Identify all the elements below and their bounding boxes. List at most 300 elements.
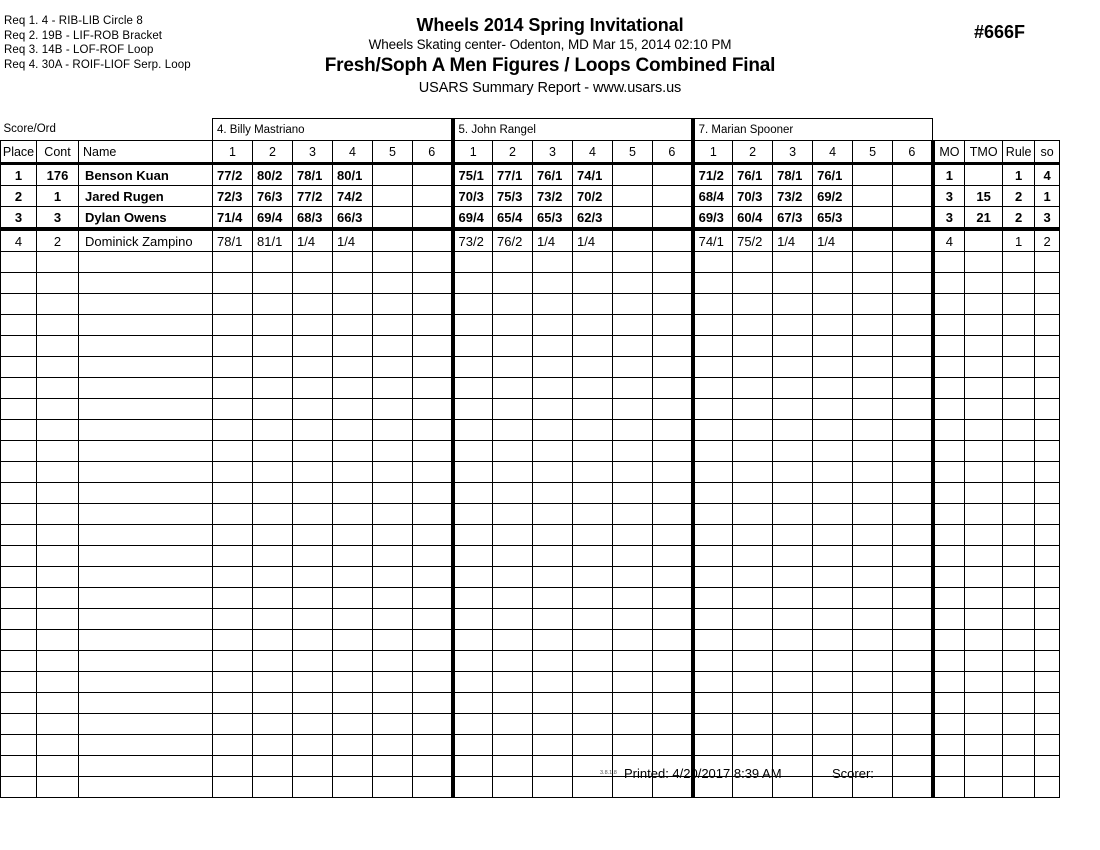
cell-judge2-req1	[453, 609, 493, 630]
cell-judge2-req6	[653, 672, 693, 693]
category-title: Fresh/Soph A Men Figures / Loops Combined Final	[324, 55, 776, 76]
cell-tmo	[965, 693, 1003, 714]
table-row-empty[interactable]	[1, 483, 1060, 504]
cell-judge2-req6	[653, 164, 693, 186]
cell-judge2-req3	[533, 378, 573, 399]
cell-judge3-req5	[853, 651, 893, 672]
cell-judge2-req2	[493, 336, 533, 357]
cell-judge1-req4	[333, 630, 373, 651]
cell-judge1-req6	[413, 735, 453, 756]
cell-rule	[1003, 567, 1035, 588]
cell-judge2-req1	[453, 399, 493, 420]
table-row-empty[interactable]	[1, 525, 1060, 546]
table-row-empty[interactable]	[1, 441, 1060, 462]
table-row-empty[interactable]	[1, 273, 1060, 294]
cell-cont	[37, 357, 79, 378]
printed-timestamp: Printed: 4/20/2017 8:39 AM	[624, 766, 782, 781]
cell-judge3-req4	[813, 294, 853, 315]
cell-place	[1, 357, 37, 378]
cell-judge1-req1: 78/1	[213, 229, 253, 252]
cell-judge1-req4	[333, 588, 373, 609]
cell-judge3-req5	[853, 336, 893, 357]
cell-judge1-req6	[413, 651, 453, 672]
cell-judge1-req1	[213, 420, 253, 441]
cell-place	[1, 525, 37, 546]
table-row-empty[interactable]	[1, 504, 1060, 525]
cell-judge3-req5	[853, 609, 893, 630]
cell-judge2-req2	[493, 399, 533, 420]
cell-judge1-req6	[413, 609, 453, 630]
table-row-empty[interactable]	[1, 462, 1060, 483]
cell-judge1-req1	[213, 399, 253, 420]
col-header-judge3-req2: 2	[733, 141, 773, 164]
cell-judge3-req5	[853, 672, 893, 693]
cell-judge1-req6	[413, 420, 453, 441]
cell-judge3-req2: 60/4	[733, 207, 773, 230]
cell-judge1-req6	[413, 357, 453, 378]
cell-judge3-req6	[893, 294, 933, 315]
cell-judge3-req1	[693, 441, 733, 462]
cell-judge2-req4	[573, 588, 613, 609]
cell-so	[1035, 462, 1060, 483]
col-header-place: Place	[1, 141, 37, 164]
table-row-empty[interactable]	[1, 336, 1060, 357]
cell-judge2-req4	[573, 630, 613, 651]
cell-rule	[1003, 651, 1035, 672]
cell-judge2-req4	[573, 567, 613, 588]
cell-tmo	[965, 252, 1003, 273]
cell-place	[1, 315, 37, 336]
cell-judge3-req4	[813, 714, 853, 735]
table-row-empty[interactable]	[1, 567, 1060, 588]
cell-judge2-req5	[613, 735, 653, 756]
cell-place	[1, 294, 37, 315]
cell-tmo	[965, 714, 1003, 735]
cell-judge2-req4	[573, 609, 613, 630]
requirement-line: Req 2. 19B - LIF-ROB Bracket	[4, 29, 163, 42]
cell-rule	[1003, 735, 1035, 756]
cell-rule	[1003, 546, 1035, 567]
cell-mo	[933, 651, 965, 672]
cell-tmo	[965, 483, 1003, 504]
cell-judge3-req5	[853, 504, 893, 525]
cell-judge1-req5	[373, 483, 413, 504]
cell-judge2-req3	[533, 294, 573, 315]
cell-place	[1, 462, 37, 483]
cell-judge2-req1	[453, 504, 493, 525]
cell-judge2-req5	[613, 399, 653, 420]
cell-judge3-req3	[773, 630, 813, 651]
cell-judge1-req6	[413, 252, 453, 273]
cell-judge3-req2	[733, 714, 773, 735]
cell-judge1-req1	[213, 714, 253, 735]
cell-cont	[37, 399, 79, 420]
cell-place	[1, 420, 37, 441]
table-row-empty[interactable]	[1, 357, 1060, 378]
col-header-so: so	[1035, 141, 1060, 164]
cell-judge3-req5	[853, 567, 893, 588]
cell-judge1-req3	[293, 546, 333, 567]
cell-mo	[933, 525, 965, 546]
cell-judge3-req1	[693, 714, 733, 735]
cell-judge2-req4	[573, 252, 613, 273]
cell-judge1-req3: 1/4	[293, 229, 333, 252]
cell-judge3-req1	[693, 252, 733, 273]
cell-place: 2	[1, 186, 37, 207]
cell-skater-name	[79, 735, 213, 756]
cell-place: 1	[1, 164, 37, 186]
cell-judge1-req2	[253, 315, 293, 336]
cell-skater-name: Benson Kuan	[79, 164, 213, 186]
table-row-empty[interactable]	[1, 693, 1060, 714]
cell-judge1-req3: 78/1	[293, 164, 333, 186]
cell-judge2-req2	[493, 483, 533, 504]
cell-mo	[933, 546, 965, 567]
table-row-empty[interactable]	[1, 714, 1060, 735]
cell-tmo	[965, 357, 1003, 378]
cell-judge3-req5	[853, 735, 893, 756]
cell-judge3-req6	[893, 567, 933, 588]
cell-judge3-req6	[893, 651, 933, 672]
table-row-empty[interactable]	[1, 588, 1060, 609]
cell-judge1-req5	[373, 504, 413, 525]
cell-judge2-req2	[493, 525, 533, 546]
cell-judge2-req3	[533, 273, 573, 294]
cell-judge2-req6	[653, 546, 693, 567]
cell-judge1-req2	[253, 525, 293, 546]
cell-judge2-req6	[653, 567, 693, 588]
cell-judge2-req2	[493, 609, 533, 630]
table-row-empty[interactable]	[1, 420, 1060, 441]
cell-judge2-req6	[653, 315, 693, 336]
cell-judge3-req3	[773, 567, 813, 588]
cell-judge2-req6	[653, 735, 693, 756]
cell-judge2-req4	[573, 483, 613, 504]
cell-place	[1, 273, 37, 294]
cell-judge1-req6	[413, 714, 453, 735]
cell-judge2-req1	[453, 357, 493, 378]
cell-judge2-req6	[653, 186, 693, 207]
cell-judge2-req3	[533, 420, 573, 441]
cell-skater-name	[79, 462, 213, 483]
cell-cont	[37, 567, 79, 588]
table-row-empty[interactable]	[1, 630, 1060, 651]
cell-tmo	[965, 672, 1003, 693]
cell-judge2-req1	[453, 483, 493, 504]
cell-judge1-req6	[413, 525, 453, 546]
cell-rule	[1003, 483, 1035, 504]
cell-judge3-req5	[853, 693, 893, 714]
table-row-empty[interactable]	[1, 378, 1060, 399]
table-row-empty[interactable]	[1, 294, 1060, 315]
cell-so	[1035, 399, 1060, 420]
cell-judge2-req4	[573, 441, 613, 462]
cell-judge3-req5	[853, 420, 893, 441]
cell-judge3-req1	[693, 525, 733, 546]
cell-so	[1035, 714, 1060, 735]
cell-judge2-req2	[493, 588, 533, 609]
cell-judge2-req3	[533, 672, 573, 693]
cell-skater-name	[79, 714, 213, 735]
cell-judge3-req5	[853, 630, 893, 651]
cell-judge3-req4	[813, 630, 853, 651]
table-row[interactable]	[1, 229, 1060, 252]
cell-judge3-req1	[693, 273, 733, 294]
table-row-empty[interactable]	[1, 399, 1060, 420]
cell-so: 2	[1035, 229, 1060, 252]
cell-rule	[1003, 504, 1035, 525]
cell-judge3-req3	[773, 462, 813, 483]
cell-judge3-req6	[893, 546, 933, 567]
cell-judge1-req3	[293, 294, 333, 315]
table-row[interactable]	[1, 164, 1060, 186]
cell-judge2-req4	[573, 462, 613, 483]
cell-judge3-req6	[893, 462, 933, 483]
cell-place	[1, 483, 37, 504]
cell-cont	[37, 693, 79, 714]
cell-judge2-req1	[453, 378, 493, 399]
cell-judge3-req6	[893, 229, 933, 252]
cell-judge1-req5	[373, 420, 413, 441]
cell-place	[1, 378, 37, 399]
cell-judge2-req3	[533, 504, 573, 525]
cell-cont	[37, 420, 79, 441]
cell-judge1-req2	[253, 252, 293, 273]
cell-judge3-req2	[733, 609, 773, 630]
cell-cont	[37, 336, 79, 357]
cell-judge2-req3	[533, 735, 573, 756]
cell-judge3-req3: 1/4	[773, 229, 813, 252]
cell-judge3-req6	[893, 336, 933, 357]
cell-judge1-req3	[293, 399, 333, 420]
cell-judge1-req3	[293, 714, 333, 735]
cell-judge1-req1	[213, 378, 253, 399]
cell-cont	[37, 588, 79, 609]
cell-judge1-req5	[373, 609, 413, 630]
cell-judge2-req1	[453, 567, 493, 588]
cell-judge1-req4	[333, 315, 373, 336]
cell-judge3-req1	[693, 651, 733, 672]
cell-rule	[1003, 336, 1035, 357]
table-row-empty[interactable]	[1, 252, 1060, 273]
cell-judge2-req2	[493, 651, 533, 672]
cell-judge3-req4	[813, 420, 853, 441]
cell-judge1-req4	[333, 714, 373, 735]
cell-judge3-req2	[733, 567, 773, 588]
cell-judge1-req4	[333, 651, 373, 672]
cell-cont: 176	[37, 164, 79, 186]
cell-judge3-req4	[813, 336, 853, 357]
cell-judge1-req3	[293, 504, 333, 525]
table-row-empty[interactable]	[1, 546, 1060, 567]
version-label: 3.8.1.8	[600, 770, 617, 776]
cell-judge2-req5	[613, 336, 653, 357]
cell-judge1-req5	[373, 164, 413, 186]
cell-judge1-req2: 81/1	[253, 229, 293, 252]
cell-judge1-req2	[253, 420, 293, 441]
cell-judge1-req1	[213, 651, 253, 672]
cell-mo	[933, 714, 965, 735]
cell-judge3-req3	[773, 420, 813, 441]
cell-judge2-req3	[533, 588, 573, 609]
cell-judge1-req4	[333, 441, 373, 462]
cell-judge2-req6	[653, 273, 693, 294]
cell-judge3-req6	[893, 630, 933, 651]
cell-so	[1035, 525, 1060, 546]
cell-judge2-req4	[573, 525, 613, 546]
cell-judge1-req4	[333, 357, 373, 378]
cell-judge3-req6	[893, 441, 933, 462]
cell-judge3-req4	[813, 252, 853, 273]
judge-header-2: 5. John Rangel	[453, 119, 693, 141]
cell-judge3-req4	[813, 441, 853, 462]
cell-judge3-req5	[853, 164, 893, 186]
cell-judge1-req6	[413, 273, 453, 294]
cell-judge3-req4	[813, 546, 853, 567]
cell-judge3-req6	[893, 186, 933, 207]
cell-judge2-req5	[613, 672, 653, 693]
cell-skater-name	[79, 483, 213, 504]
cell-judge3-req2	[733, 252, 773, 273]
table-row-empty[interactable]	[1, 735, 1060, 756]
cell-judge1-req5	[373, 336, 413, 357]
cell-judge3-req1	[693, 315, 733, 336]
cell-tmo	[965, 273, 1003, 294]
cell-judge3-req2	[733, 630, 773, 651]
cell-judge1-req3	[293, 672, 333, 693]
cell-judge1-req3	[293, 651, 333, 672]
table-row-empty[interactable]	[1, 315, 1060, 336]
cell-skater-name	[79, 525, 213, 546]
cell-skater-name	[79, 273, 213, 294]
cell-cont	[37, 630, 79, 651]
col-header-judge1-req4: 4	[333, 141, 373, 164]
cell-rule	[1003, 252, 1035, 273]
cell-judge3-req6	[893, 420, 933, 441]
cell-judge1-req3	[293, 609, 333, 630]
cell-judge1-req5	[373, 735, 413, 756]
cell-place	[1, 714, 37, 735]
cell-judge2-req1	[453, 441, 493, 462]
cell-judge1-req5	[373, 630, 413, 651]
cell-so	[1035, 315, 1060, 336]
cell-judge3-req6	[893, 525, 933, 546]
cell-judge2-req6	[653, 504, 693, 525]
cell-tmo	[965, 504, 1003, 525]
cell-judge1-req1	[213, 315, 253, 336]
cell-judge1-req3	[293, 336, 333, 357]
cell-judge3-req3	[773, 378, 813, 399]
score-sheet	[0, 118, 1054, 798]
col-header-judge3-req3: 3	[773, 141, 813, 164]
cell-judge1-req6	[413, 672, 453, 693]
cell-judge2-req5	[613, 273, 653, 294]
cell-judge1-req2	[253, 546, 293, 567]
cell-mo: 3	[933, 186, 965, 207]
table-row-empty[interactable]	[1, 609, 1060, 630]
cell-skater-name: Dominick Zampino	[79, 229, 213, 252]
cell-place: 4	[1, 229, 37, 252]
col-header-judge1-req2: 2	[253, 141, 293, 164]
cell-judge1-req6	[413, 462, 453, 483]
cell-rule	[1003, 672, 1035, 693]
cell-rule: 1	[1003, 164, 1035, 186]
cell-judge1-req4	[333, 609, 373, 630]
cell-mo	[933, 378, 965, 399]
cell-so: 1	[1035, 186, 1060, 207]
cell-so	[1035, 483, 1060, 504]
cell-judge2-req6	[653, 651, 693, 672]
cell-judge3-req5	[853, 207, 893, 230]
cell-judge3-req4	[813, 357, 853, 378]
cell-so	[1035, 735, 1060, 756]
cell-judge1-req2	[253, 399, 293, 420]
cell-tmo	[965, 229, 1003, 252]
table-row-empty[interactable]	[1, 651, 1060, 672]
cell-mo	[933, 315, 965, 336]
cell-judge1-req4	[333, 525, 373, 546]
cell-judge1-req4	[333, 399, 373, 420]
cell-judge1-req2	[253, 567, 293, 588]
cell-judge1-req3	[293, 252, 333, 273]
requirement-line: Req 4. 30A - ROIF-LIOF Serp. Loop	[4, 58, 191, 71]
cell-judge2-req1	[453, 273, 493, 294]
cell-judge1-req3	[293, 630, 333, 651]
cell-judge1-req1: 72/3	[213, 186, 253, 207]
cell-judge1-req1	[213, 567, 253, 588]
cell-judge3-req2	[733, 462, 773, 483]
cell-mo	[933, 462, 965, 483]
table-row-empty[interactable]	[1, 672, 1060, 693]
cell-judge3-req2	[733, 483, 773, 504]
cell-judge1-req1	[213, 273, 253, 294]
cell-rule	[1003, 693, 1035, 714]
cell-judge1-req5	[373, 378, 413, 399]
cell-judge1-req4: 74/2	[333, 186, 373, 207]
cell-judge2-req5	[613, 441, 653, 462]
cell-tmo	[965, 164, 1003, 186]
cell-judge1-req2: 76/3	[253, 186, 293, 207]
table-row[interactable]	[1, 207, 1060, 230]
col-header-mo: MO	[933, 141, 965, 164]
cell-judge3-req3: 78/1	[773, 164, 813, 186]
cell-judge2-req3	[533, 336, 573, 357]
cell-judge2-req3	[533, 567, 573, 588]
cell-judge3-req6	[893, 357, 933, 378]
cell-tmo	[965, 315, 1003, 336]
cell-judge2-req1	[453, 588, 493, 609]
cell-skater-name	[79, 378, 213, 399]
cell-judge1-req5	[373, 357, 413, 378]
table-row[interactable]	[1, 186, 1060, 207]
cell-judge1-req4	[333, 336, 373, 357]
cell-judge3-req1: 69/3	[693, 207, 733, 230]
cell-skater-name	[79, 294, 213, 315]
cell-judge3-req2	[733, 294, 773, 315]
cell-judge2-req3	[533, 315, 573, 336]
cell-judge3-req5	[853, 399, 893, 420]
cell-skater-name	[79, 441, 213, 462]
cell-judge2-req5	[613, 357, 653, 378]
cell-place	[1, 672, 37, 693]
cell-judge3-req5	[853, 315, 893, 336]
cell-mo	[933, 609, 965, 630]
cell-judge3-req5	[853, 441, 893, 462]
report-subtitle: USARS Summary Report - www.usars.us	[418, 80, 682, 96]
cell-place	[1, 588, 37, 609]
cell-tmo	[965, 567, 1003, 588]
cell-judge3-req1: 68/4	[693, 186, 733, 207]
